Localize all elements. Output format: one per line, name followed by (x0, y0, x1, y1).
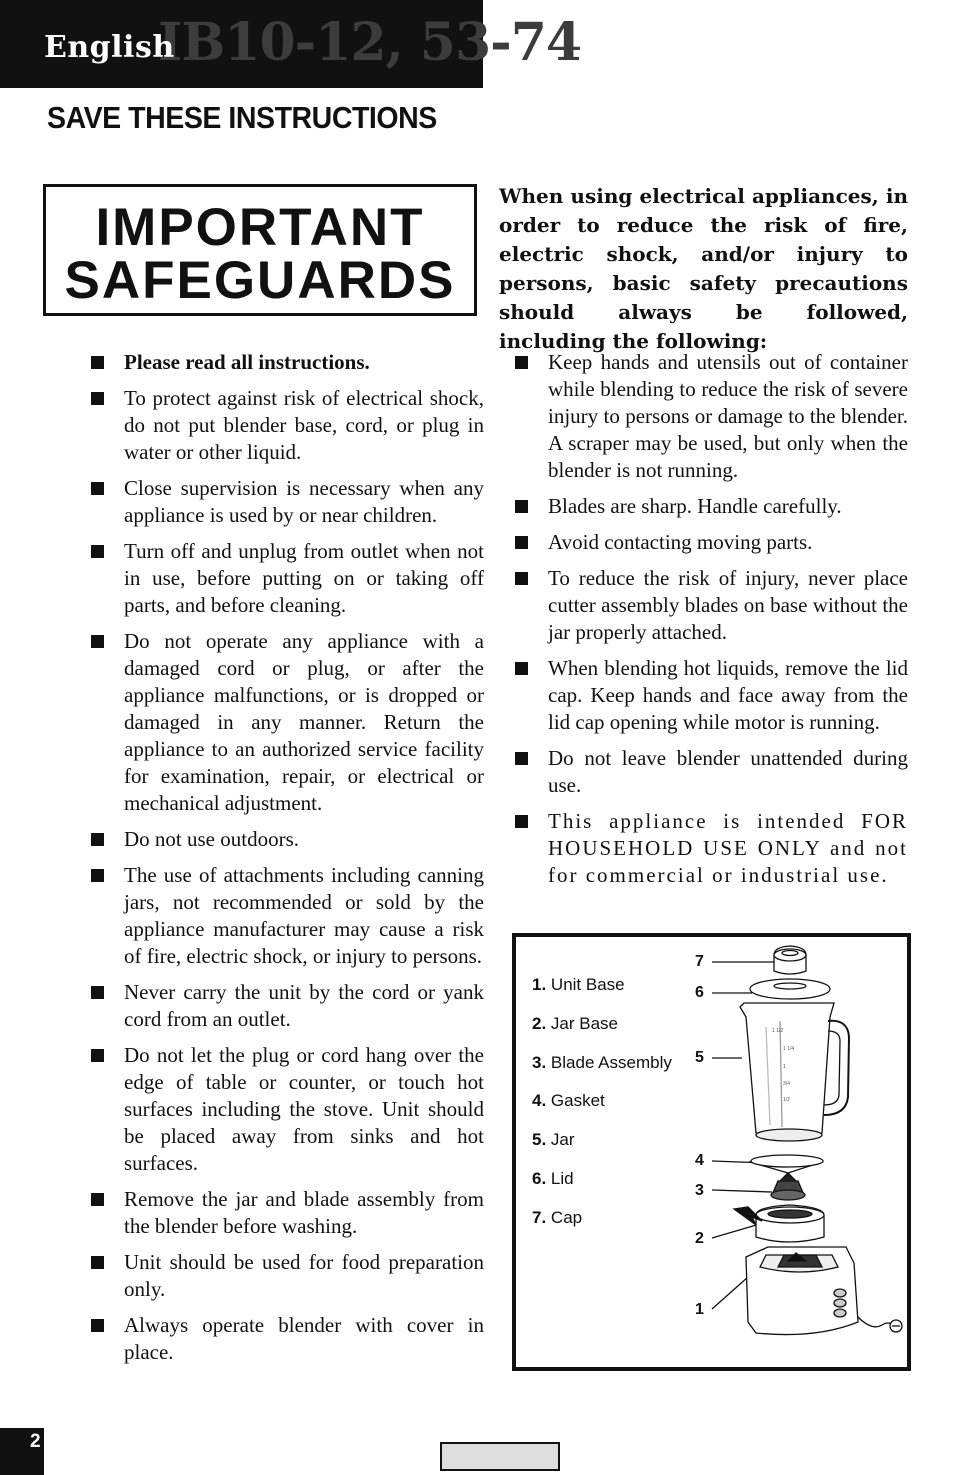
bullet-square-icon (515, 536, 528, 549)
bullet-square-icon (515, 662, 528, 675)
callout-3: 3 (695, 1182, 704, 1199)
bullet-square-icon (91, 392, 104, 405)
list-item: Turn off and unplug from outlet when not in use, before putting on or taking off parts, and before cleaning. (88, 538, 484, 619)
list-item: Do not leave blender unattended during use. (512, 745, 908, 799)
bullet-square-icon (91, 356, 104, 369)
list-item: To protect against risk of electrical shock, do not put blender base, cord, or plug in water or other liquid. (88, 385, 484, 466)
bullet-square-icon (91, 482, 104, 495)
footer-box (440, 1442, 560, 1471)
callout-4: 4 (695, 1152, 704, 1169)
callout-2: 2 (695, 1230, 704, 1247)
callout-6: 6 (695, 984, 704, 1001)
list-item: Please read all instructions. (88, 349, 484, 376)
list-item: When blending hot liquids, remove the lid cap. Keep hands and face away from the lid cap opening while motor is running. (512, 655, 908, 736)
callout-1: 1 (695, 1301, 704, 1318)
blender-exploded-diagram (516, 937, 907, 1367)
left-bullet-list (88, 349, 484, 1375)
bullet-square-icon (91, 1049, 104, 1062)
part-item: 4. Gasket (532, 1091, 605, 1111)
model-number: IB10-12, 53-74 (158, 12, 582, 73)
header-bar (0, 0, 582, 88)
list-item: Remove the jar and blade assembly from the blender before washing. (88, 1186, 484, 1240)
important-safeguards-box (43, 184, 477, 316)
jar-mark: 1/2 (783, 1097, 790, 1103)
intro-paragraph: When using electrical appliances, in order to reduce the risk of fire, electric shock, and/or injury to persons, basic safety precautions should always be followed, including the following: (499, 184, 908, 353)
bullet-square-icon (91, 1193, 104, 1206)
bullet-square-icon (91, 869, 104, 882)
page-number: 2 (30, 1431, 41, 1452)
jar-mark: 1 1/2 (772, 1028, 784, 1034)
language-label: English (44, 30, 175, 65)
bullet-square-icon (515, 356, 528, 369)
list-item: Do not operate any appliance with a damaged cord or plug, or after the appliance malfunctions, or is dropped or damaged in any manner. Return the appliance to an authorized service facility for examination, repair, or electrical or mechanical adjustment. (88, 628, 484, 817)
parts-diagram-box (512, 933, 911, 1371)
part-item: 3. Blade Assembly (532, 1052, 672, 1072)
list-item: Keep hands and utensils out of container while blending to reduce the risk of severe injury to persons or damage to the blender. A scraper may be used, but only when the blender is not running. (512, 349, 908, 484)
bullet-square-icon (515, 752, 528, 765)
list-item: Never carry the unit by the cord or yank cord from an outlet. (88, 979, 484, 1033)
list-item: Blades are sharp. Handle carefully. (512, 493, 908, 520)
save-instructions-title: SAVE THESE INSTRUCTIONS (47, 100, 437, 135)
part-item: 1. Unit Base (532, 975, 625, 994)
callout-5: 5 (695, 1049, 704, 1066)
jar-mark: 3/4 (783, 1081, 790, 1087)
bullet-square-icon (91, 833, 104, 846)
bullet-square-icon (91, 545, 104, 558)
bullet-square-icon (91, 986, 104, 999)
list-item: Always operate blender with cover in place. (88, 1312, 484, 1366)
part-item: 5. Jar (532, 1130, 575, 1150)
bullet-square-icon (91, 1319, 104, 1332)
bullet-square-icon (515, 572, 528, 585)
list-item: This appliance is intended FOR HOUSEHOLD USE ONLY and not for commercial or industrial use. (512, 808, 908, 889)
list-item: Avoid contacting moving parts. (512, 529, 908, 556)
bullet-square-icon (515, 500, 528, 513)
list-item: The use of attachments including canning jars, not recommended or sold by the appliance manufacturer may cause a risk of fire, electric shock, or injury to persons. (88, 862, 484, 970)
list-item: Close supervision is necessary when any appliance is used by or near children. (88, 475, 484, 529)
right-bullet-list (512, 349, 908, 898)
bullet-square-icon (515, 815, 528, 828)
part-item: 6. Lid (532, 1168, 574, 1188)
part-item: 2. Jar Base (532, 1013, 619, 1033)
jar-mark: 1 1/4 (783, 1046, 795, 1052)
jar-mark: 1 (783, 1064, 786, 1070)
callout-7: 7 (695, 953, 704, 970)
list-item: Unit should be used for food preparation only. (88, 1249, 484, 1303)
list-item: Do not use outdoors. (88, 826, 484, 853)
list-item: Do not let the plug or cord hang over the edge of table or counter, or touch hot surfaces including the stove. Unit should be placed away from sinks and hot surfaces. (88, 1042, 484, 1177)
list-item: To reduce the risk of injury, never place cutter assembly blades on base without the jar properly attached. (512, 565, 908, 646)
safeguards-title-line-1: IMPORTANT (95, 198, 425, 257)
bullet-square-icon (91, 635, 104, 648)
bullet-square-icon (91, 1256, 104, 1269)
part-item: 7. Cap (532, 1207, 583, 1227)
safeguards-title-line-2: SAFEGUARDS (64, 251, 456, 310)
